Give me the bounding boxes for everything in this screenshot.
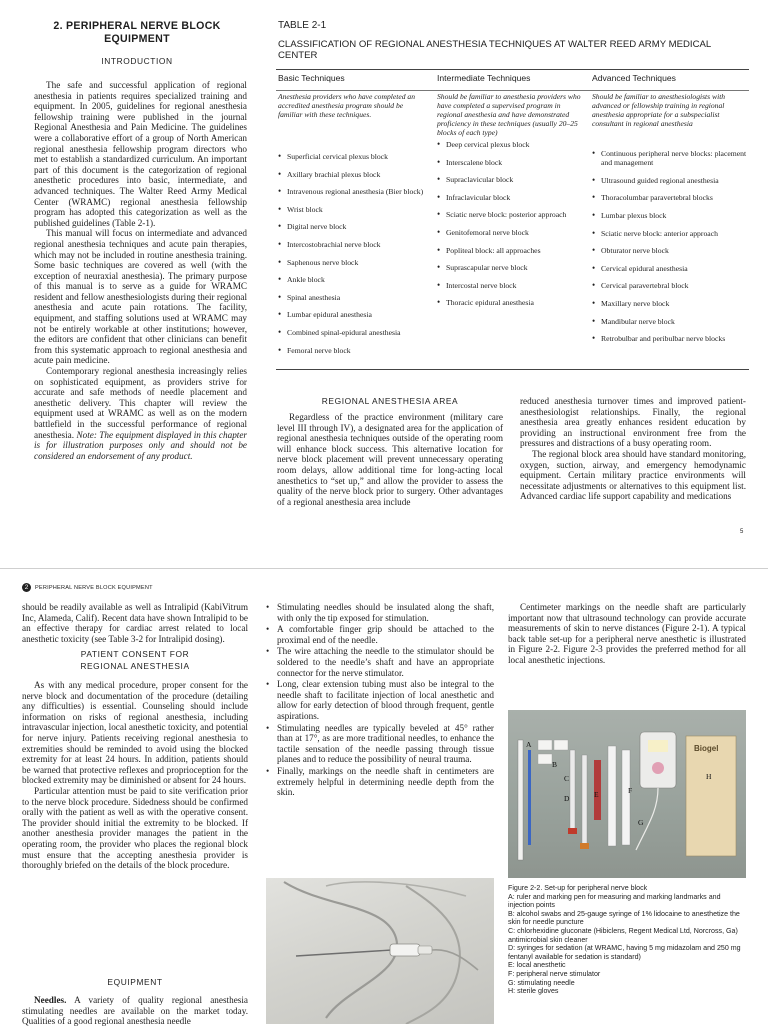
list-item: • Mandibular nerve block bbox=[592, 317, 748, 326]
intro-paragraph-3 bbox=[34, 366, 247, 461]
table-column-intermediate bbox=[437, 73, 583, 316]
list-item: • Lumbar plexus block bbox=[592, 211, 748, 220]
area-heading: REGIONAL ANESTHESIA AREA bbox=[321, 396, 459, 406]
needles-paragraph bbox=[22, 995, 248, 1027]
page2-column-1-top bbox=[22, 602, 248, 644]
running-head-text: PERIPHERAL NERVE BLOCK EQUIPMENT bbox=[35, 584, 153, 591]
area-text-left bbox=[277, 412, 503, 507]
consent-heading-line1: PATIENT CONSENT FOR bbox=[80, 649, 190, 659]
page-number: 5 bbox=[740, 529, 744, 535]
introduction-heading: INTRODUCTION bbox=[101, 56, 173, 66]
list-item: • Sciatic nerve block: anterior approach bbox=[592, 229, 748, 238]
figure-caption-line: D: syringes for sedation (at WRAMC, having 5 mg midazolam and 250 mg fentanyl available for sedation is standard) bbox=[508, 944, 741, 961]
figure-caption-line: E: local anesthetic bbox=[508, 961, 566, 970]
list-item: • Combined spinal-epidural anesthesia bbox=[278, 328, 428, 337]
list-item: • Infraclavicular block bbox=[437, 193, 583, 202]
running-head bbox=[22, 583, 153, 592]
column-header-intermediate: Intermediate Techniques bbox=[437, 73, 531, 83]
column-description-intermediate: Should be familiar to anesthesia providers who have completed a supervised program in regional anesthesia and have demonstrated proficiency in these techniques (usually 20–25 blocks of each type) bbox=[437, 92, 581, 137]
list-item: • Maxillary nerve block bbox=[592, 299, 748, 308]
list-item: • Cervical paravertebral block bbox=[592, 281, 748, 290]
setup-tray-illustration bbox=[508, 710, 746, 878]
list-item: • A comfortable finger grip should be attached to the proximal end of the needle. bbox=[266, 624, 494, 645]
figure-caption-line: C: chlorhexidine gluconate (Hibiclens, Regent Medical Ltd, Norcross, Ga) antimicrobial skin cleaner bbox=[508, 926, 738, 944]
stimulating-needle-photo bbox=[266, 878, 494, 1024]
figure-caption-line: A: ruler and marking pen for measuring and marking landmarks and injection points bbox=[508, 892, 721, 910]
list-item: • Long, clear extension tubing must also be integral to the needle shaft to facilitate injection of local anesthetic and allow for early detection of blood through frequent, gentle aspirations. bbox=[266, 679, 494, 721]
area-paragraph-1-continued: reduced anesthesia turnover times and improved patient-anesthesiologist relationships. Finally, the regional anesthesia area greatly enhances resident education by providing an instructional environment free from the pressures and distractions of a busy operating room. bbox=[520, 396, 746, 449]
list-item: • Deep cervical plexus block bbox=[437, 140, 583, 149]
figure-2-2-caption bbox=[508, 884, 746, 996]
list-item: • Spinal anesthesia bbox=[278, 293, 428, 302]
consent-heading bbox=[22, 649, 248, 672]
needles-body: A variety of quality regional anesthesia stimulating needles are available on the market today. Qualities of a good regional anesthesia needle bbox=[22, 995, 248, 1027]
table-label: TABLE 2-1 bbox=[278, 20, 327, 31]
photo-label-c: C bbox=[564, 774, 570, 783]
table-top-rule bbox=[276, 69, 749, 70]
list-item: • Axillary brachial plexus block bbox=[278, 170, 428, 179]
list-item: • Thoracic epidural anesthesia bbox=[437, 298, 583, 307]
list-item: • Interscalene block bbox=[437, 158, 583, 167]
consent-heading-line2: REGIONAL ANESTHESIA bbox=[80, 660, 190, 671]
list-item: • Ultrasound guided regional anesthesia bbox=[592, 176, 748, 185]
list-item: • Superficial cervical plexus block bbox=[278, 152, 428, 161]
list-item: • Intercostobrachial nerve block bbox=[278, 240, 428, 249]
list-item: • Femoral nerve block bbox=[278, 346, 428, 355]
page-divider bbox=[0, 568, 768, 569]
list-item: • The wire attaching the needle to the stimulator should be soldered to the needle’s shaft and have an appropriate connector for the nerve stimulator. bbox=[266, 646, 494, 678]
list-item: • Suprascapular nerve block bbox=[437, 263, 583, 272]
equipment-heading: EQUIPMENT bbox=[107, 977, 163, 987]
needles-text bbox=[22, 995, 248, 1027]
list-item: • Lumbar epidural anesthesia bbox=[278, 310, 428, 319]
list-item: • Saphenous nerve block bbox=[278, 258, 428, 267]
list-item: • Genitofemoral nerve block bbox=[437, 228, 583, 237]
photo-label-g: G bbox=[638, 818, 644, 827]
basic-techniques-list bbox=[278, 152, 428, 355]
list-item: • Popliteal block: all approaches bbox=[437, 246, 583, 255]
figure-caption-line: H: sterile gloves bbox=[508, 987, 559, 996]
consent-paragraph-1: As with any medical procedure, proper consent for the nerve block and documentation of the procedure (detailing any difficulties) is essential. Counseling should include information on risks of regional anesthesia, including intravascular injection, local anesthetic toxicity, and potential for nerve injury. Patients receiving regional anesthesia to extremities should be reminded to avoid using the blocked extremity for at least 24 hours. In addition, patients should be warned that protective reflexes and proprioception for the blocked extremity may be diminished or absent for 24 hours. bbox=[22, 680, 248, 786]
intro-paragraph-3-main: Contemporary regional anesthesia increasingly relies on sophisticated equipment, as providers strive for accurate and safe methods of needle placement and anesthetic delivery. This chapter will review the equipment used at WRAMC as well as on the modern battlefield in the successful performance of regional anesthesia. bbox=[34, 366, 247, 440]
list-item: • Intravenous regional anesthesia (Bier block) bbox=[278, 187, 428, 196]
figure-caption-line: B: alcohol swabs and 25-gauge syringe of 1% lidocaine to anesthetize the skin for needle puncture bbox=[508, 909, 740, 927]
figure-caption-line: F: peripheral nerve stimulator bbox=[508, 969, 601, 978]
intralipid-paragraph: should be readily available as well as Intralipid (KabiVitrum Inc, Alameda, Calif). Recent data have shown Intralipid to be an effective therapy for cardiac arrest related to local anesthetic toxicity (see Table 3-2 for Intralipid dosing). bbox=[22, 602, 248, 644]
list-item: • Supraclavicular block bbox=[437, 175, 583, 184]
list-item: • Cervical epidural anesthesia bbox=[592, 264, 748, 273]
photo-label-h: H bbox=[706, 772, 712, 781]
area-text-right bbox=[520, 396, 746, 502]
consent-text bbox=[22, 680, 248, 871]
list-item: • Continuous peripheral nerve blocks: placement and management bbox=[592, 149, 748, 167]
page2-column-3-text bbox=[508, 602, 746, 666]
needles-label: Needles. bbox=[34, 995, 67, 1005]
photo-label-f: F bbox=[628, 786, 633, 795]
nerve-block-setup-photo bbox=[508, 710, 746, 878]
chapter-number-badge: 2 bbox=[22, 583, 31, 592]
list-item: • Intercostal nerve block bbox=[437, 281, 583, 290]
list-item: • Digital nerve block bbox=[278, 222, 428, 231]
needle-qualities-list bbox=[266, 602, 494, 798]
photo-label-a: A bbox=[526, 740, 532, 749]
photo-label-b: B bbox=[552, 760, 558, 769]
list-item: • Sciatic nerve block: posterior approach bbox=[437, 210, 583, 219]
list-item: • Stimulating needles are typically beveled at 45° rather than at 17°, as are more traditional needles, to enhance the tactile sensation of the needle passing through tissue planes and to reduce the possibility of neural trauma. bbox=[266, 723, 494, 765]
gloves-brand-logo: Biogel bbox=[694, 744, 719, 753]
chapter-title bbox=[28, 20, 246, 46]
table-title: CLASSIFICATION OF REGIONAL ANESTHESIA TECHNIQUES AT WALTER REED ARMY MEDICAL CENTER bbox=[278, 39, 711, 62]
list-item: • Retrobulbar and peribulbar nerve blocks bbox=[592, 334, 748, 343]
stimulating-needle-illustration bbox=[266, 878, 494, 1024]
intro-paragraph-1: The safe and successful application of regional anesthesia in patients requires specialized training and equipment. In 2005, guidelines for regional anesthesia fellowship training were published in the journal Regional Anesthesia and Pain Medicine. The guidelines were a collaborative effort of a group of North American regional anesthesia fellowship program directors who met to establish a standardized curriculum. An important part of this document is the categorization of regional anesthetic procedures into basic, intermediate, and advanced techniques. The Walter Reed Army Medical Center (WRAMC) regional anesthesia fellowship program has adopted this categorization as well as the published guidelines (Table 2-1). bbox=[34, 80, 247, 228]
figure-caption-line: G: stimulating needle bbox=[508, 978, 575, 987]
table-bottom-rule bbox=[276, 369, 749, 370]
figure-caption-title: Figure 2-2. Set-up for peripheral nerve block bbox=[508, 884, 648, 892]
table-column-basic bbox=[278, 73, 428, 363]
centimeter-markings-paragraph: Centimeter markings on the needle shaft are particularly important now that ultrasound technology can provide accurate measurements of skin to nerve distances (Figure 2-1). A typical back table set-up for a peripheral nerve anesthetic is illustrated in Figure 2-2. Figure 2-3 provides the preferred method for all local anesthetic injections. bbox=[508, 602, 746, 665]
intro-paragraph-2: This manual will focus on intermediate and advanced regional anesthesia techniques and acute pain therapies, which may not be included in routine anesthesia training. Some basic techniques are covered as well (with the exception of neuraxial anesthesia). The primary purpose of this manual is to serve as a guide for WRAMC resident and fellow anesthesiologists during their regional anesthesia and acute pain rotations. The facility, equipment, and staffing solutions used at WRAMC may not be entirely workable at other institutions; however, the editors are confident that other clinicians can benefit from this systematic approach to regional anesthesia and acute pain medicine. bbox=[34, 228, 247, 366]
chapter-title-line2: EQUIPMENT bbox=[104, 33, 170, 45]
consent-paragraph-2: Particular attention must be paid to site verification prior to the nerve block procedure. Sidedness should be confirmed orally with the patient as well as with the operative consent. The provider should initial the extremity to be blocked. If another anesthesia provider manages the patient in the operating room, the provider who places the regional block must ensure that the accepting anesthesia provider is thoroughly briefed on the details of the block procedure. bbox=[22, 785, 248, 871]
intermediate-techniques-list bbox=[437, 140, 583, 308]
list-item: • Wrist block bbox=[278, 205, 428, 214]
list-item: • Obturator nerve block bbox=[592, 246, 748, 255]
list-item: • Thoracolumbar paravertebral blocks bbox=[592, 193, 748, 202]
column-header-basic: Basic Techniques bbox=[278, 73, 345, 83]
photo-label-e: E bbox=[594, 790, 599, 799]
list-item: • Finally, markings on the needle shaft in centimeters are extremely helpful in determining needle depth from the skin. bbox=[266, 766, 494, 798]
column-description-advanced: Should be familiar to anesthesiologists with advanced or fellowship training in regional anesthesia appropriate for a subspecialist consultant in regional anesthesia bbox=[592, 92, 726, 128]
needle-qualities-list-wrapper bbox=[266, 602, 494, 799]
chapter-title-line1: 2. PERIPHERAL NERVE BLOCK bbox=[53, 20, 221, 32]
column-header-advanced: Advanced Techniques bbox=[592, 73, 676, 83]
equipment-note: Note: The equipment displayed in this chapter is for illustration purposes only and should not be considered an endorsement of any product. bbox=[34, 429, 247, 461]
photo-label-d: D bbox=[564, 794, 570, 803]
introduction-text bbox=[34, 80, 247, 461]
list-item: • Stimulating needles should be insulated along the shaft, with only the tip exposed for stimulation. bbox=[266, 602, 494, 623]
column-description-basic: Anesthesia providers who have completed an accredited anesthesia program should be familiar with these techniques. bbox=[278, 92, 416, 119]
area-paragraph-2: The regional block area should have standard monitoring, oxygen, suction, airway, and emergency hemodynamic equipment. Certain military practice environments will necessitate adjustments or alternatives to this equipment list. Advanced cardiac life support capability and medications bbox=[520, 448, 746, 502]
area-paragraph-1: Regardless of the practice environment (military care level III through IV), a designated area for the application of regional anesthesia techniques outside of the operating room will enhance block success. This alternative location for nerve block placement will prevent unnecessary operating room delays, allow additional time for long-acting local anesthetics to “set up,” and allow the provider to assess the quality of the nerve block prior to surgery. Other advantages of a regional anesthesia area include bbox=[277, 412, 503, 507]
list-item: • Ankle block bbox=[278, 275, 428, 284]
table-column-advanced bbox=[592, 73, 748, 352]
advanced-techniques-list bbox=[592, 149, 748, 343]
